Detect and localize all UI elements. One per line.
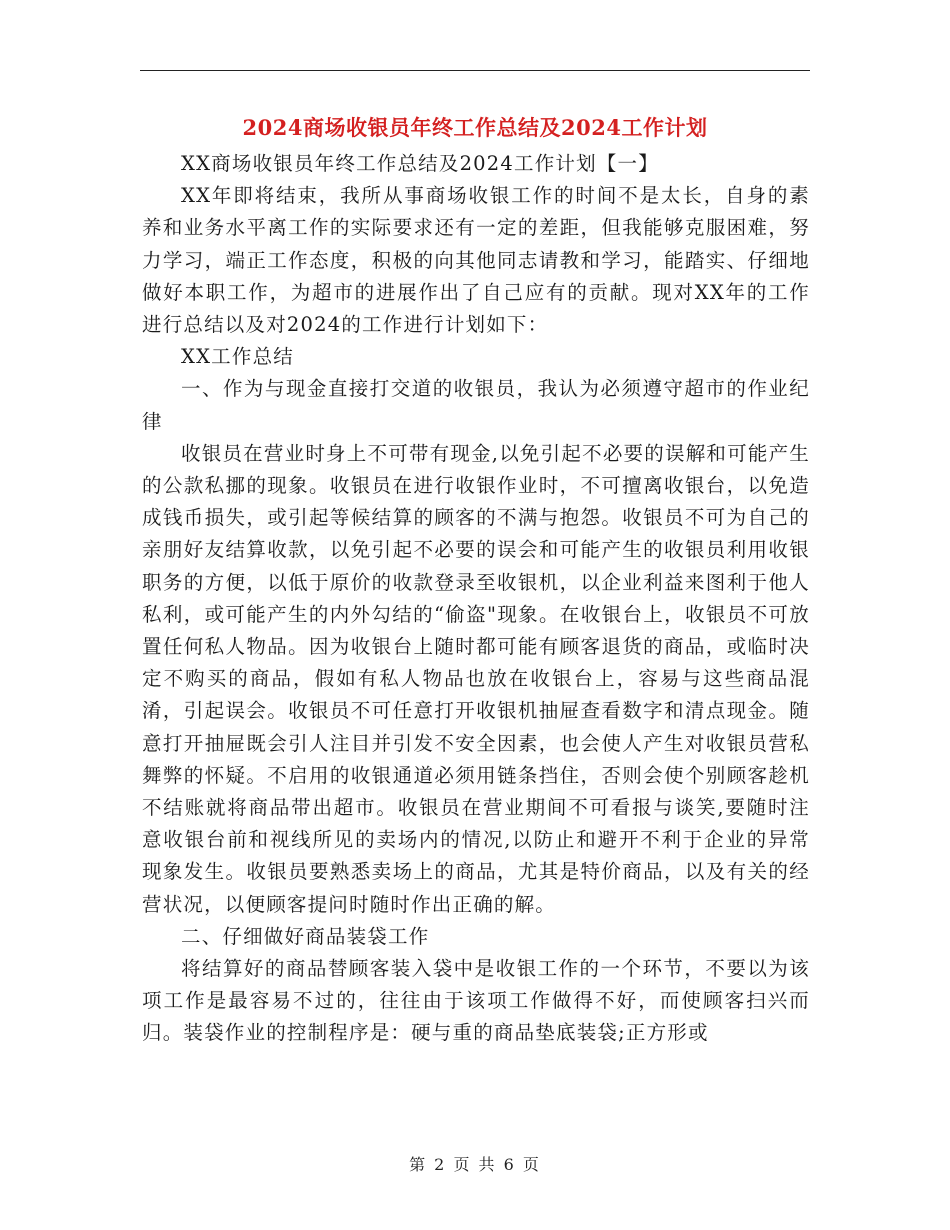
- paragraph: 收银员在营业时身上不可带有现金,以免引起不必要的误解和可能产生的公款私挪的现象。收银员在进行收银作业时，不可擅离收银台，以免造成钱币损失，或引起等候结算的顾客的不满与抱怨。收银员不可为自己的亲朋好友结算收款，以免引起不必要的误会和可能产生的收银员利用收银职务的方便，以低于原价的收款登录至收银机，以企业利益来图利于他人私利，或可能产生的内外勾结的“偷盗"现象。在收银台上，收银员不可放置任何私人物品。因为收银台上随时都可能有顾客退货的商品，或临时决定不购买的商品，假如有私人物品也放在收银台上，容易与这些商品混淆，引起误会。收银员不可任意打开收银机抽屉查看数字和清点现金。随意打开抽屉既会引人注目并引发不安全因素，也会使人产生对收银员营私舞弊的怀疑。不启用的收银通道必须用链条挡住，否则会使个别顾客趁机不结账就将商品带出超市。收银员在营业期间不可看报与谈笑,要随时注意收银台前和视线所见的卖场内的情况,以防止和避开不利于企业的异常现象发生。收银员要熟悉卖场上的商品，尤其是特价商品，以及有关的经营状况，以便顾客提问时随时作出正确的解。: [142, 441, 810, 916]
- section-heading: XX工作总结: [181, 345, 294, 369]
- paragraph: XX年即将结束，我所从事商场收银工作的时间不是太长，自身的素养和业务水平离工作的实际要求还有一定的差距，但我能够克服困难，努力学习，端正工作态度，积极的向其他同志请教和学习，能踏实、仔细地做好本职工作，为超市的进展作出了自己应有的贡献。现对XX年的工作进行总结以及对2024的工作进行计划如下：: [142, 184, 810, 337]
- page-footer: 第 2 页 共 6 页: [409, 1155, 541, 1174]
- section-heading: 一、作为与现金直接打交道的收银员，我认为必须遵守超市的作业纪律: [142, 377, 810, 433]
- section-heading: 二、仔细做好商品装袋工作: [181, 924, 430, 948]
- header-rule: [140, 70, 810, 71]
- document-body: [142, 148, 810, 1050]
- paragraph: 将结算好的商品替顾客装入袋中是收银工作的一个环节，不要以为该项工作是最容易不过的，往往由于该项工作做得不好，而使顾客扫兴而归。装袋作业的控制程序是：硬与重的商品垫底装袋;正方形或: [142, 957, 810, 1045]
- section-heading: XX商场收银员年终工作总结及2024工作计划【一】: [181, 152, 659, 175]
- document-title: 2024商场收银员年终工作总结及2024工作计划: [242, 115, 708, 140]
